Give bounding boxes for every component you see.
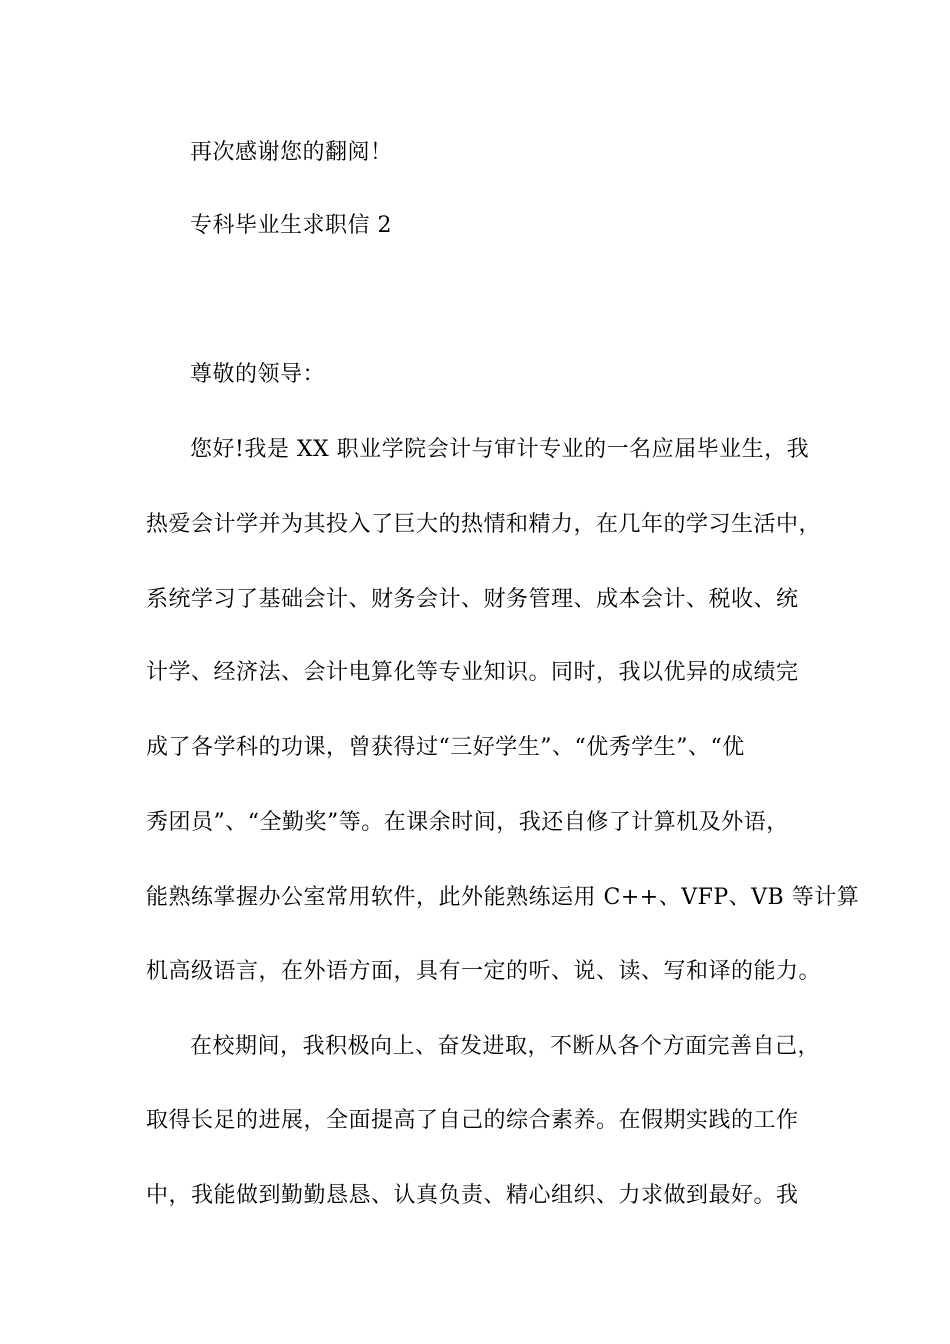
salutation: 尊敬的领导：	[190, 362, 326, 387]
section-title: 专科毕业生求职信 2	[190, 213, 392, 238]
paragraph-line: 取得长足的进展，全面提高了自己的综合素养。在假期实践的工作	[146, 1108, 799, 1133]
paragraph-line: 计学、经济法、会计电算化等专业知识。同时，我以优异的成绩完	[146, 660, 799, 685]
paragraph-line: 热爱会计学并为其投入了巨大的热情和精力，在几年的学习生活中，	[146, 512, 822, 537]
paragraph-line: 在校期间，我积极向上、奋发进取，不断从各个方面完善自己，	[190, 1034, 821, 1059]
paragraph-line: 机高级语言，在外语方面，具有一定的听、说、读、写和译的能力。	[146, 959, 822, 984]
paragraph-line: 秀团员”、“全勤奖”等。在课余时间，我还自修了计算机及外语，	[146, 810, 789, 835]
paragraph-line: 成了各学科的功课，曾获得过“三好学生”、“优秀学生”、“优	[146, 735, 745, 760]
paragraph-line: 您好!我是 XX 职业学院会计与审计专业的一名应届毕业生，我	[190, 437, 810, 462]
paragraph-line: 能熟练掌握办公室常用软件，此外能熟练运用 C++、VFP、VB 等计算	[146, 885, 860, 910]
closing-thanks: 再次感谢您的翻阅！	[190, 140, 393, 165]
paragraph-line: 系统学习了基础会计、财务会计、财务管理、成本会计、税收、统	[146, 587, 799, 612]
paragraph-line: 中，我能做到勤勤恳恳、认真负责、精心组织、力求做到最好。我	[146, 1183, 799, 1208]
